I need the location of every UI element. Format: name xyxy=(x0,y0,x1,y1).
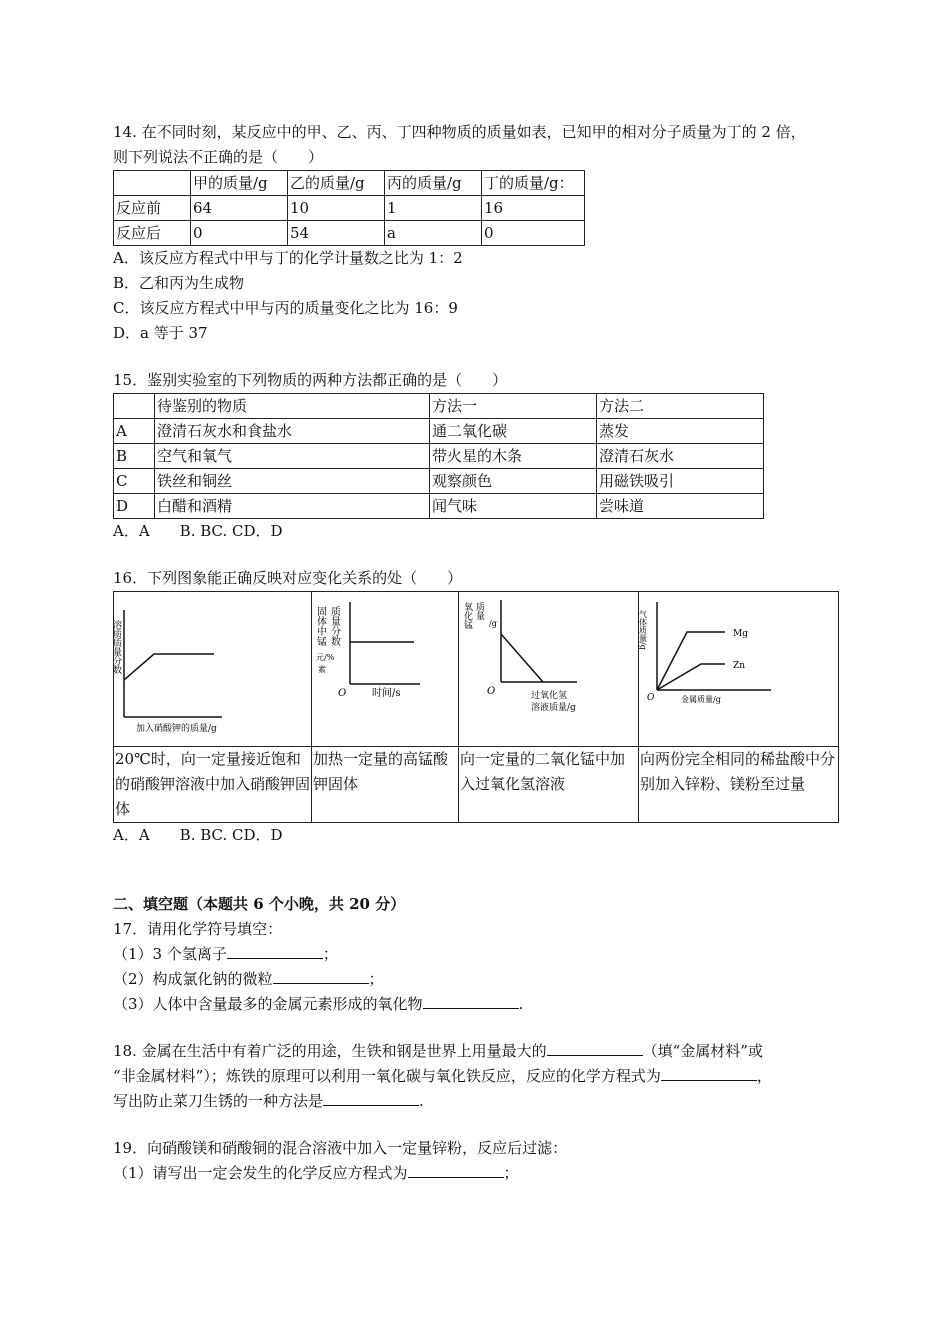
table-cell: 乙的质量/g xyxy=(288,171,385,196)
table-row xyxy=(114,221,585,246)
q19-item-1 xyxy=(113,1161,838,1186)
table-row xyxy=(114,444,764,469)
q16-description-c: 向一定量的二氧化锰中加入过氧化氢溶液 xyxy=(459,747,639,823)
q16b-x-label: 时间/s xyxy=(372,688,401,699)
table-cell: C xyxy=(114,469,155,494)
q16-graph-a xyxy=(111,592,310,738)
q15-table xyxy=(113,393,764,519)
table-row xyxy=(114,419,764,444)
q18-text: ， xyxy=(756,1067,772,1085)
table-cell: 0 xyxy=(482,221,585,246)
q17-item-2-end: ； xyxy=(368,970,384,988)
q17-item-1-end: ； xyxy=(322,945,338,963)
q14-stem-line2: 则下列说法不正确的是（ ） xyxy=(113,148,324,166)
q16-description-a: 20℃时，向一定量接近饱和的硝酸钾溶液中加入硝酸钾固体 xyxy=(114,747,312,823)
q16a-x-label: 加入硝酸钾的质量/g xyxy=(136,724,217,734)
table-row xyxy=(114,196,585,221)
q18-text: 写出防止菜刀生锈的一种方法是 xyxy=(113,1092,324,1110)
q16d-x-label: 金属质量/g xyxy=(681,695,721,704)
q17-item-2 xyxy=(113,967,838,992)
document-page xyxy=(113,120,838,1186)
answer-blank[interactable] xyxy=(227,942,323,959)
q16-table xyxy=(113,591,839,823)
q17-stem: 17．请用化学符号填空： xyxy=(113,920,283,938)
q16-figure-b-cell xyxy=(312,592,459,747)
q16b-origin: O xyxy=(338,688,347,699)
q14-option-b: B．乙和丙为生成物 xyxy=(113,274,245,292)
table-cell: 10 xyxy=(288,196,385,221)
q16c-origin: O xyxy=(487,686,496,697)
q14-option-d: D．a 等于 37 xyxy=(113,324,208,342)
q14-table xyxy=(113,170,585,246)
answer-blank[interactable] xyxy=(408,1161,504,1178)
table-cell: 甲的质量/g xyxy=(191,171,288,196)
q16-figure-d-cell xyxy=(639,592,839,747)
q16d-origin: O xyxy=(647,693,655,703)
q18-text: （填“金属材料”或 xyxy=(642,1042,763,1060)
answer-blank[interactable] xyxy=(273,967,369,984)
table-cell: 尝味道 xyxy=(597,494,764,519)
q15-stem: 15．鉴别实验室的下列物质的两种方法都正确的是（ ） xyxy=(113,371,508,389)
q16b-y-label-2: 质量分数 xyxy=(328,606,340,646)
answer-blank[interactable] xyxy=(323,1089,419,1106)
table-cell: 方法二 xyxy=(597,394,764,419)
table-cell: a xyxy=(385,221,482,246)
table-cell: 铁丝和铜丝 xyxy=(155,469,430,494)
q16-graph-d xyxy=(639,592,837,738)
table-cell: 通二氧化碳 xyxy=(430,419,597,444)
table-cell: 观察颜色 xyxy=(430,469,597,494)
q16b-y-unit: 元/% xyxy=(316,653,335,662)
table-cell: 用磁铁吸引 xyxy=(597,469,764,494)
table-cell: D xyxy=(114,494,155,519)
table-cell: 澄清石灰水和食盐水 xyxy=(155,419,430,444)
table-cell: 丁的质量/g： xyxy=(482,171,585,196)
q14-stem-line1: 14. 在不同时刻，某反应中的甲、乙、丙、丁四种物质的质量如表，已知甲的相对分子质量为丁的 2 倍， xyxy=(113,123,806,141)
answer-blank[interactable] xyxy=(661,1064,757,1081)
table-row xyxy=(114,494,764,519)
q16-description-b: 加热一定量的高锰酸钾固体 xyxy=(312,747,459,823)
q19-text: （1）请写出一定会发生的化学反应方程式为 xyxy=(113,1164,408,1182)
q16d-series-mg: Mg xyxy=(733,629,748,639)
q17-item-3-end: . xyxy=(518,995,524,1013)
q16b-y-label-1: 固体中锰 xyxy=(314,606,326,646)
q17-item-3 xyxy=(113,992,838,1017)
table-cell: 空气和氧气 xyxy=(155,444,430,469)
q19-text: ； xyxy=(503,1164,519,1182)
table-cell: 反应后 xyxy=(114,221,191,246)
section2-title: 二、填空题（本题共 6 个小晚，共 20 分） xyxy=(113,895,406,913)
q16a-y-label: 溶质质量分数 xyxy=(111,620,121,674)
table-cell: 澄清石灰水 xyxy=(597,444,764,469)
q16-graph-c xyxy=(459,592,637,738)
table-cell: 54 xyxy=(288,221,385,246)
q18-line-2 xyxy=(113,1064,838,1089)
q16d-series-zn: Zn xyxy=(733,661,746,671)
q17-item-1-text: （1）3 个氢离子 xyxy=(113,945,227,963)
q16-description-d: 向两份完全相同的稀盐酸中分别加入锌粉、镁粉至过量 xyxy=(639,747,839,823)
q16c-x-label-2: 溶液质量/g xyxy=(531,703,576,713)
q17-item-2-text: （2）构成氯化钠的微粒 xyxy=(113,970,273,988)
q16-figure-c-cell xyxy=(459,592,639,747)
q16-figure-a-cell xyxy=(111,592,312,747)
table-cell: 白醋和酒精 xyxy=(155,494,430,519)
table-header-row xyxy=(114,171,585,196)
q16d-y-label: 气体质量/g xyxy=(638,610,648,650)
q18-line-1 xyxy=(113,1039,838,1064)
q16-description-row xyxy=(114,747,839,823)
q16-answer-options: A．A B. BC. CD．D xyxy=(113,826,283,844)
q16b-y-unit-2: 素 xyxy=(318,665,326,674)
q18-text: . xyxy=(419,1092,424,1110)
q18-text: “非金属材料”）；炼铁的原理可以利用一氧化碳与氧化铁反应，反应的化学方程式为 xyxy=(113,1067,661,1085)
table-row xyxy=(114,469,764,494)
q14-option-c: C．该反应方程式中甲与丙的质量变化之比为 16：9 xyxy=(113,299,458,317)
q17-item-3-text: （3）人体中含量最多的金属元素形成的氧化物 xyxy=(113,995,423,1013)
q16-graph-b xyxy=(312,592,458,738)
table-cell: 丙的质量/g xyxy=(385,171,482,196)
q16c-y-label-1: 氧化锰 xyxy=(462,602,472,629)
table-cell: 带火星的木条 xyxy=(430,444,597,469)
table-cell: 64 xyxy=(191,196,288,221)
table-cell xyxy=(114,171,191,196)
table-cell: 闻气味 xyxy=(430,494,597,519)
q17-item-1 xyxy=(113,942,838,967)
q19-stem: 19．向硝酸镁和硝酸铜的混合溶液中加入一定量锌粉，反应后过滤： xyxy=(113,1139,568,1157)
table-cell: B xyxy=(114,444,155,469)
q14-option-a: A．该反应方程式中甲与丁的化学计量数之比为 1：2 xyxy=(113,249,463,267)
answer-blank[interactable] xyxy=(423,992,519,1009)
table-cell: 待鉴别的物质 xyxy=(155,394,430,419)
q18-text: 18. 金属在生活中有着广泛的用途，生铁和钢是世界上用量最大的 xyxy=(113,1042,547,1060)
table-cell: 反应前 xyxy=(114,196,191,221)
table-cell: 16 xyxy=(482,196,585,221)
q15-answer-options: A．A B. BC. CD．D xyxy=(113,522,283,540)
q16c-x-label-1: 过氧化氢 xyxy=(531,691,568,701)
table-cell: 蒸发 xyxy=(597,419,764,444)
table-cell xyxy=(114,394,155,419)
q16c-y-unit: /g xyxy=(489,619,497,628)
table-header-row xyxy=(114,394,764,419)
table-cell: 1 xyxy=(385,196,482,221)
q18-line-3 xyxy=(113,1089,838,1114)
q16-stem: 16．下列图象能正确反映对应变化关系的处（ ） xyxy=(113,569,463,587)
q16-figure-row xyxy=(114,592,839,747)
q16c-y-label-2: 质量 xyxy=(474,602,484,620)
table-cell: A xyxy=(114,419,155,444)
answer-blank[interactable] xyxy=(547,1039,643,1056)
table-cell: 方法一 xyxy=(430,394,597,419)
table-cell: 0 xyxy=(191,221,288,246)
